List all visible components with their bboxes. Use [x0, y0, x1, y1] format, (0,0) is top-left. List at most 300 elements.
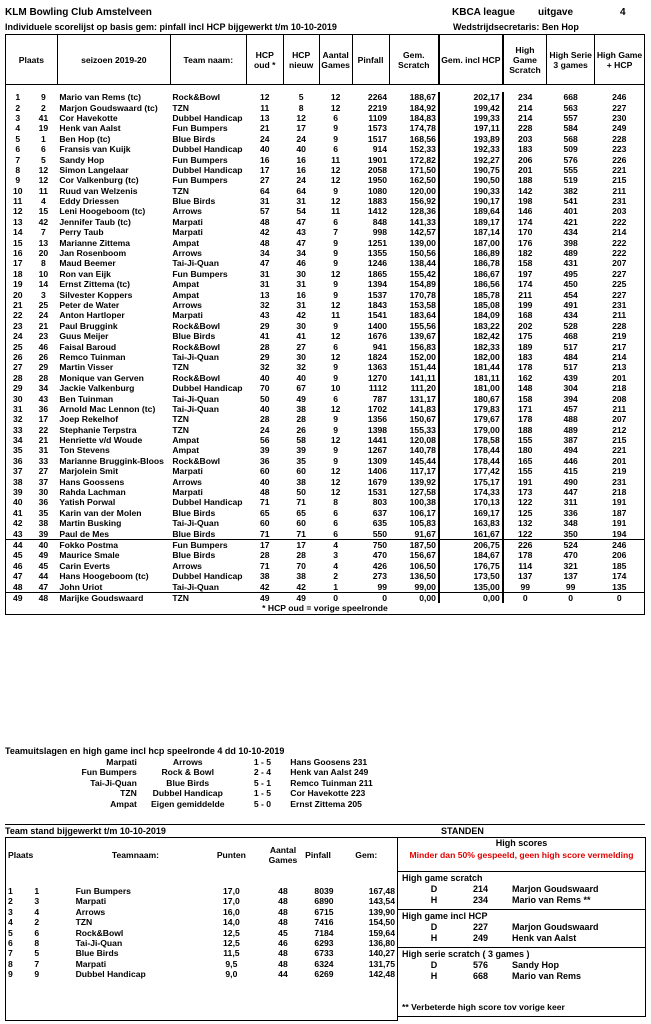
player-cell: 192,27: [439, 154, 503, 164]
standings-cell: 48: [278, 917, 288, 928]
standings-cell: 9: [34, 969, 40, 980]
highscore-value: H: [430, 933, 438, 943]
player-cell: 175,17: [439, 476, 503, 486]
player-cell: 183,64: [409, 310, 436, 321]
player-row: [6, 362, 645, 372]
player-cell: Ton Stevens: [59, 445, 110, 456]
player-cell: 1702: [367, 403, 388, 414]
player-cell: 141,33: [409, 216, 436, 227]
player-cell: 106,50: [409, 560, 436, 571]
player-row: [6, 508, 645, 518]
player-cell: 38: [296, 476, 306, 487]
player-cell: 41: [259, 331, 270, 342]
player-cell: 42: [6, 518, 30, 528]
player-cell: 12: [38, 164, 49, 175]
standings-cell: Arrows: [75, 906, 106, 917]
player-cell: 188,67: [409, 92, 436, 103]
player-cell: 227: [595, 289, 645, 299]
player-cell: 29: [259, 351, 270, 362]
player-cell: 6: [333, 216, 338, 227]
player-cell: TZN: [172, 102, 190, 113]
player-cell: 122: [518, 497, 533, 508]
highscore-value: Mario van Rems: [512, 971, 582, 981]
player-cell: 50: [259, 393, 270, 404]
player-cell: 30: [296, 268, 306, 279]
player-cell: 152,00: [409, 351, 436, 362]
standings-row: [6, 948, 398, 958]
player-cell: 120,08: [409, 435, 436, 446]
edition-number: 4: [620, 7, 626, 18]
player-cell: 528: [563, 320, 578, 331]
player-cell: 12: [259, 92, 270, 103]
standings-cell: 17,0: [223, 886, 240, 896]
player-cell: 202: [518, 320, 533, 331]
player-cell: 0: [547, 592, 595, 603]
player-row: [6, 539, 645, 550]
hcp-note: * HCP oud = vorige speelronde: [6, 603, 645, 614]
player-row: [6, 321, 645, 331]
player-cell: 174,78: [409, 123, 436, 134]
player-cell: 206: [595, 550, 645, 560]
player-cell: Rock&Bowl: [172, 320, 221, 331]
standings-cell: 5: [34, 948, 40, 959]
player-cell: 71: [259, 560, 270, 571]
standings-row: [6, 917, 398, 927]
player-cell: 54: [296, 206, 306, 217]
player-cell: 10: [6, 186, 30, 196]
standings-cell: 14,0: [223, 917, 240, 928]
player-cell: 207: [595, 414, 645, 424]
player-cell: 228: [518, 123, 533, 134]
player-cell: 41: [6, 508, 30, 518]
standings-cell: 139,90: [368, 906, 395, 917]
result-cell: Blue Birds: [166, 777, 210, 788]
result-cell: 1 - 5: [253, 788, 272, 799]
standings-cell: 131,75: [368, 958, 395, 969]
player-cell: 189,17: [439, 217, 503, 227]
standings-cell: Fun Bumpers: [75, 886, 131, 896]
player-cell: 31: [259, 268, 270, 279]
player-cell: 100,38: [409, 497, 436, 508]
player-cell: 12: [330, 102, 341, 113]
standings-col-plaats: Plaats: [8, 849, 34, 860]
player-cell: 49: [38, 550, 49, 561]
player-cell: 176: [518, 237, 533, 248]
player-cell: 1406: [367, 466, 388, 477]
player-cell: 222: [595, 217, 645, 227]
player-cell: Marpati: [172, 227, 203, 238]
player-cell: 576: [563, 154, 578, 165]
player-cell: 10: [330, 383, 341, 394]
player-row: [6, 310, 645, 320]
player-cell: 24: [296, 133, 306, 144]
player-cell: 155: [518, 435, 533, 446]
player-cell: 30: [296, 351, 306, 362]
player-cell: 190,33: [439, 186, 503, 196]
player-cell: 454: [563, 289, 578, 300]
edition-label: uitgave: [538, 7, 574, 18]
player-cell: 0: [595, 592, 645, 603]
standings-section: [5, 824, 645, 837]
player-cell: Marpati: [172, 310, 203, 321]
player-row: [6, 466, 645, 476]
player-cell: 127,58: [409, 487, 436, 498]
standings-cell: 9,5: [225, 958, 238, 969]
player-cell: 178,58: [439, 435, 503, 445]
player-row: [6, 404, 645, 414]
standings-cell: 6890: [314, 896, 334, 907]
player-cell: 187,14: [439, 227, 503, 237]
player-cell: 43: [38, 393, 49, 404]
player-cell: 180,67: [439, 393, 503, 403]
player-cell: 446: [563, 455, 578, 466]
player-cell: 9: [333, 258, 338, 269]
player-cell: 42: [296, 581, 306, 592]
player-cell: 273: [372, 571, 388, 582]
player-cell: 125: [518, 507, 533, 518]
player-cell: 16: [296, 164, 306, 175]
player-cell: 450: [563, 279, 578, 290]
player-cell: 234: [518, 92, 533, 103]
player-cell: 19: [38, 123, 49, 134]
player-cell: 4: [41, 196, 46, 207]
player-cell: 178: [518, 414, 533, 425]
player-cell: 21: [259, 123, 270, 134]
player-cell: 34: [296, 248, 306, 259]
player-cell: 29: [6, 383, 30, 393]
highscore-row: [402, 922, 641, 933]
player-cell: 171,50: [409, 164, 436, 175]
player-cell: Sandy Hop: [59, 154, 105, 165]
result-row: [5, 788, 405, 798]
player-cell: 189,64: [439, 206, 503, 216]
result-row: [5, 799, 405, 809]
player-cell: 1109: [368, 112, 388, 123]
player-cell: 199: [518, 300, 533, 310]
player-cell: 12: [296, 112, 306, 123]
player-cell: 30: [38, 487, 49, 498]
player-cell: 71: [296, 528, 306, 539]
results-title: Teamuitslagen en high game incl hcp speelronde 4 dd 10-10-2019: [5, 746, 285, 756]
standings-cell: 6715: [314, 906, 334, 917]
player-cell: 156,67: [409, 550, 436, 561]
player-cell: Yatish Porwal: [59, 497, 116, 508]
player-cell: 193,89: [439, 134, 503, 144]
player-cell: 24: [6, 331, 30, 341]
player-cell: 635: [372, 518, 388, 529]
player-cell: 1517: [367, 133, 388, 144]
result-cell: Cor Havekotte 223: [290, 788, 366, 799]
standings-col-pinfall: Pinfall: [305, 849, 331, 860]
col-high-game: High Game Scratch: [503, 35, 547, 85]
player-cell: 563: [563, 102, 578, 113]
player-row: [6, 581, 645, 592]
player-cell: 40: [296, 372, 306, 383]
player-cell: Rock&Bowl: [172, 372, 221, 383]
player-cell: 12: [330, 300, 341, 310]
highscore-group-title: High serie scratch ( 3 games ): [402, 949, 530, 959]
player-cell: 190,17: [439, 196, 503, 206]
player-cell: Dubbel Handicap: [172, 112, 243, 123]
player-cell: TZN: [172, 362, 190, 373]
player-cell: 10: [38, 268, 49, 279]
player-cell: 24: [259, 424, 270, 435]
player-cell: Paul de Mes: [59, 528, 110, 539]
player-row: [6, 393, 645, 403]
player-cell: Ernst Zittema (tc): [59, 279, 131, 290]
player-cell: 14: [6, 227, 30, 237]
player-cell: 49: [246, 592, 283, 603]
player-cell: 39: [38, 528, 49, 539]
player-cell: 584: [563, 123, 578, 134]
player-cell: 11: [38, 185, 48, 196]
result-cell: Tai-Ji-Quan: [90, 777, 137, 788]
player-cell: 168: [518, 310, 533, 321]
player-cell: 803: [372, 497, 388, 508]
player-cell: 40: [29, 539, 57, 550]
player-cell: Ampat: [172, 237, 200, 248]
col-plaats: Plaats: [6, 35, 58, 85]
player-cell: 27: [259, 175, 270, 186]
player-cell: 6: [333, 393, 338, 404]
player-cell: 117,17: [410, 466, 436, 477]
player-table-body: [6, 92, 645, 603]
player-cell: 228: [595, 321, 645, 331]
player-cell: 32: [296, 362, 306, 373]
standings-table: [5, 837, 398, 1021]
player-row: [6, 373, 645, 383]
player-cell: Tai-Ji-Quan: [172, 393, 219, 404]
highscore-row: [402, 971, 641, 982]
player-cell: 222: [595, 248, 645, 258]
player-cell: Simon Langelaar: [59, 164, 129, 175]
player-cell: Jan Rosenboom: [59, 248, 127, 259]
player-cell: 26: [38, 351, 49, 362]
player-cell: 336: [563, 507, 578, 518]
player-cell: 58: [296, 435, 306, 446]
player-cell: 50: [296, 487, 306, 498]
player-cell: 20: [6, 289, 30, 299]
player-cell: 27: [38, 466, 49, 477]
player-cell: 555: [563, 164, 578, 175]
player-cell: Tai-Ji-Quan: [172, 581, 219, 592]
player-cell: Dubbel Handicap: [172, 497, 243, 508]
player-cell: 637: [372, 507, 388, 518]
player-row: [6, 134, 645, 144]
player-cell: 29: [38, 362, 49, 373]
player-cell: 3: [41, 289, 46, 300]
standings-cell: 48: [278, 906, 288, 917]
player-cell: 1267: [367, 445, 388, 456]
player-cell: Ampat: [172, 445, 200, 456]
highscore-value: Sandy Hop: [512, 960, 560, 970]
player-cell: 9: [333, 455, 338, 466]
player-cell: 43: [259, 310, 270, 321]
player-cell: Faisal Baroud: [59, 341, 117, 352]
player-cell: 36: [6, 456, 30, 466]
player-cell: Blue Birds: [172, 133, 216, 144]
player-cell: 1: [41, 133, 46, 144]
player-cell: 71: [296, 497, 306, 508]
player-cell: Tai-Ji-Quan: [172, 351, 219, 362]
player-cell: 177,42: [439, 466, 503, 476]
player-cell: 28: [259, 550, 270, 561]
standings-cell: 6733: [314, 948, 334, 959]
player-cell: 12: [38, 175, 49, 186]
player-cell: 49: [296, 393, 306, 404]
player-cell: 165: [518, 455, 533, 466]
result-row: [5, 757, 405, 767]
result-cell: Remco Tuinman 211: [290, 777, 373, 788]
result-cell: Dubbel Handicap: [152, 788, 223, 799]
player-cell: 226: [595, 154, 645, 164]
player-row: [6, 561, 645, 571]
player-cell: 223: [595, 144, 645, 154]
standings-row: [6, 969, 398, 979]
player-cell: 40: [259, 476, 270, 487]
player-cell: 1246: [367, 258, 388, 269]
highscore-group: [398, 947, 645, 985]
player-cell: 4: [319, 539, 352, 550]
player-row: [6, 123, 645, 133]
player-cell: Marpati: [172, 216, 203, 227]
player-cell: 447: [563, 487, 578, 498]
player-cell: TZN: [170, 592, 246, 603]
player-cell: 186,78: [439, 258, 503, 268]
result-cell: 5 - 0: [253, 798, 272, 809]
player-cell: 387: [563, 435, 578, 446]
player-cell: Hans Goossens: [59, 476, 125, 487]
player-cell: 434: [563, 227, 578, 238]
player-row: [6, 487, 645, 497]
highscore-row: [402, 960, 641, 971]
standings-cell: 6293: [314, 938, 334, 949]
player-cell: 9: [333, 372, 338, 383]
player-cell: 28: [259, 414, 270, 425]
player-cell: Fun Bumpers: [172, 154, 228, 165]
player-row: [6, 92, 645, 102]
player-cell: 21: [38, 320, 49, 331]
player-cell: 64: [296, 185, 306, 196]
player-cell: 457: [563, 403, 578, 414]
player-row: [6, 102, 645, 112]
player-cell: 848: [372, 216, 388, 227]
standings-cell: 46: [278, 938, 288, 949]
player-cell: 1251: [367, 237, 388, 248]
highscore-value: 576: [472, 960, 488, 970]
player-cell: 225: [595, 279, 645, 289]
player-cell: Fun Bumpers: [170, 539, 246, 550]
player-cell: 138,44: [409, 258, 436, 269]
player-cell: Paul Bruggink: [59, 320, 118, 331]
player-cell: 28: [38, 372, 49, 383]
player-cell: Anton Hartloper: [59, 310, 125, 321]
highscore-value: Henk van Aalst: [512, 933, 577, 943]
player-cell: 60: [259, 518, 270, 529]
player-cell: 9: [333, 185, 338, 196]
player-row: [6, 196, 645, 206]
player-cell: Dubbel Handicap: [172, 164, 243, 175]
player-cell: 203: [595, 206, 645, 216]
player-cell: 203: [518, 133, 533, 144]
player-cell: 184,92: [409, 102, 436, 113]
result-cell: Rock & Bowl: [161, 767, 214, 778]
player-cell: 120,00: [409, 185, 436, 196]
standings-cell: 17,0: [223, 896, 240, 907]
player-cell: 137: [563, 571, 578, 582]
player-cell: 489: [563, 248, 578, 259]
player-cell: 0: [319, 592, 352, 603]
player-cell: 1950: [367, 175, 388, 186]
standings-heading: STANDEN: [441, 826, 484, 836]
player-cell: 49: [6, 592, 30, 603]
standings-cell: 8039: [314, 886, 334, 896]
col-hcp-old: HCP oud *: [246, 35, 283, 85]
player-cell: 13: [38, 237, 49, 248]
player-cell: Dubbel Handicap: [172, 144, 243, 155]
player-cell: 5: [298, 92, 304, 103]
player-cell: Fun Bumpers: [172, 268, 228, 279]
team-results: [5, 745, 645, 809]
player-cell: 171: [518, 403, 533, 414]
player-cell: Guus Meijer: [59, 331, 109, 342]
player-cell: 32: [259, 300, 270, 310]
player-cell: 99,00: [414, 581, 436, 592]
highscore-value: D: [430, 922, 438, 932]
player-cell: 178: [518, 550, 533, 561]
player-cell: 178,44: [439, 456, 503, 466]
player-cell: Peter de Water: [59, 300, 120, 310]
player-cell: 9: [333, 133, 338, 144]
player-cell: 194: [595, 528, 645, 539]
player-cell: 1541: [367, 310, 388, 321]
player-cell: 211: [518, 289, 533, 300]
player-cell: 16: [259, 154, 270, 165]
player-cell: 1112: [368, 383, 388, 394]
player-cell: Ron van Eijk: [59, 268, 111, 279]
player-cell: 48: [259, 237, 270, 248]
player-cell: 382: [563, 185, 578, 196]
highscore-footnote: ** Verbeterde high score tov vorige keer: [402, 1002, 565, 1012]
player-cell: 33: [38, 455, 49, 466]
player-cell: 38: [296, 403, 306, 414]
highscore-row: [402, 895, 641, 906]
player-cell: 180: [518, 445, 533, 456]
player-cell: Arrows: [172, 248, 202, 259]
player-cell: 30: [6, 393, 30, 403]
player-cell: 174,33: [439, 487, 503, 497]
player-cell: 4: [6, 123, 30, 133]
player-cell: 182,00: [439, 352, 503, 362]
player-row: [6, 175, 645, 185]
player-cell: 190,50: [439, 175, 503, 185]
player-row: [6, 248, 645, 258]
standings-cell: 5: [8, 927, 13, 938]
player-cell: 1080: [367, 185, 388, 196]
player-cell: 169,17: [439, 508, 503, 518]
player-row: [6, 331, 645, 341]
player-cell: 668: [563, 92, 578, 103]
player-cell: 174: [595, 571, 645, 581]
player-cell: Rock&Bowl: [172, 92, 221, 103]
player-cell: Rock&Bowl: [172, 341, 221, 352]
player-cell: 9: [6, 175, 30, 185]
player-cell: 12: [330, 403, 341, 414]
player-cell: 179,83: [439, 404, 503, 414]
player-cell: 131,17: [409, 393, 436, 404]
player-cell: 38: [6, 476, 30, 486]
player-cell: 27: [6, 362, 30, 372]
